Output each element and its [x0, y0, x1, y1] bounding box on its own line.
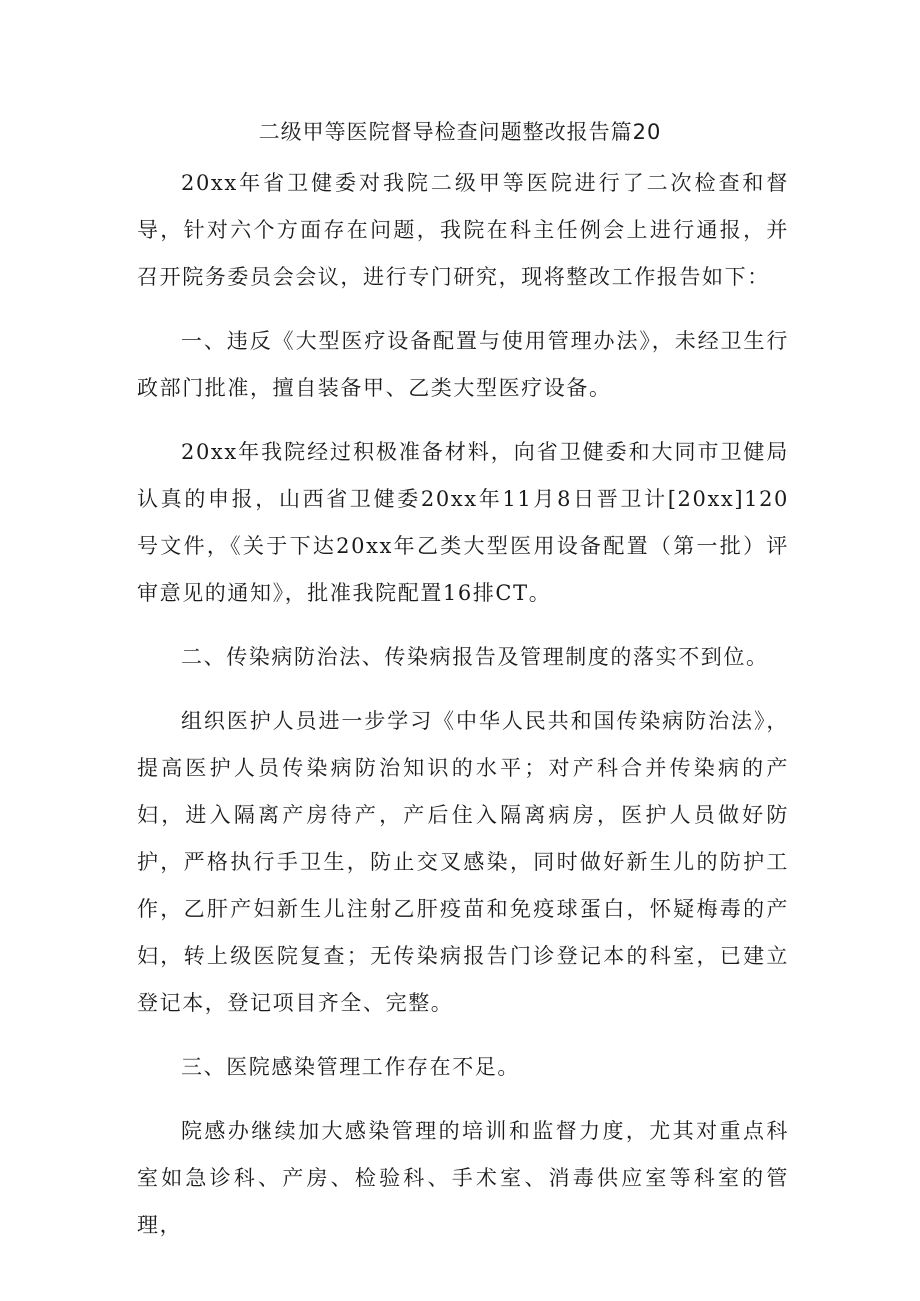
document-title: 二级甲等医院督导检查问题整改报告篇20 — [258, 120, 662, 144]
paragraph-issue-1: 一、违反《大型医疗设备配置与使用管理办法》，未经卫生行政部门批准，擅自装备甲、乙类大型医疗设备。 — [137, 329, 789, 400]
paragraph-issue-3: 三、医院感染管理工作存在不足。 — [181, 1055, 520, 1079]
paragraph-response-3: 院感办继续加大感染管理的培训和监督力度，尤其对重点科室如急诊科、产房、检验科、手术室、消毒供应室等科室的管理， — [137, 1119, 789, 1237]
paragraph-response-1: 20xx年我院经过积极准备材料，向省卫健委和大同市卫健局认真的申报，山西省卫健委20xx年11月8日晋卫计[20xx]120号文件，《关于下达20xx年乙类大型医用设备配置（第一批）评审意见的通知》，批准我院配置16排CT。 — [137, 440, 789, 605]
document-body — [137, 160, 789, 1249]
paragraph-intro: 20xx年省卫健委对我院二级甲等医院进行了二次检查和督导，针对六个方面存在问题，我院在科主任例会上进行通报，并召开院务委员会会议，进行专门研究，现将整改工作报告如下： — [137, 171, 789, 289]
paragraph-response-2: 组织医护人员进一步学习《中华人民共和国传染病防治法》，提高医护人员传染病防治知识的水平；对产科合并传染病的产妇，进入隔离产房待产，产后住入隔离病房，医护人员做好防护，严格执行手卫生，防止交叉感染，同时做好新生儿的防护工作，乙肝产妇新生儿注射乙肝疫苗和免疫球蛋白，怀疑梅毒的产妇，转上级医院复查；无传染病报告门诊登记本的科室，已建立登记本，登记项目齐全、完整。 — [137, 709, 789, 1015]
paragraph-issue-2: 二、传染病防治法、传染病报告及管理制度的落实不到位。 — [181, 645, 769, 669]
